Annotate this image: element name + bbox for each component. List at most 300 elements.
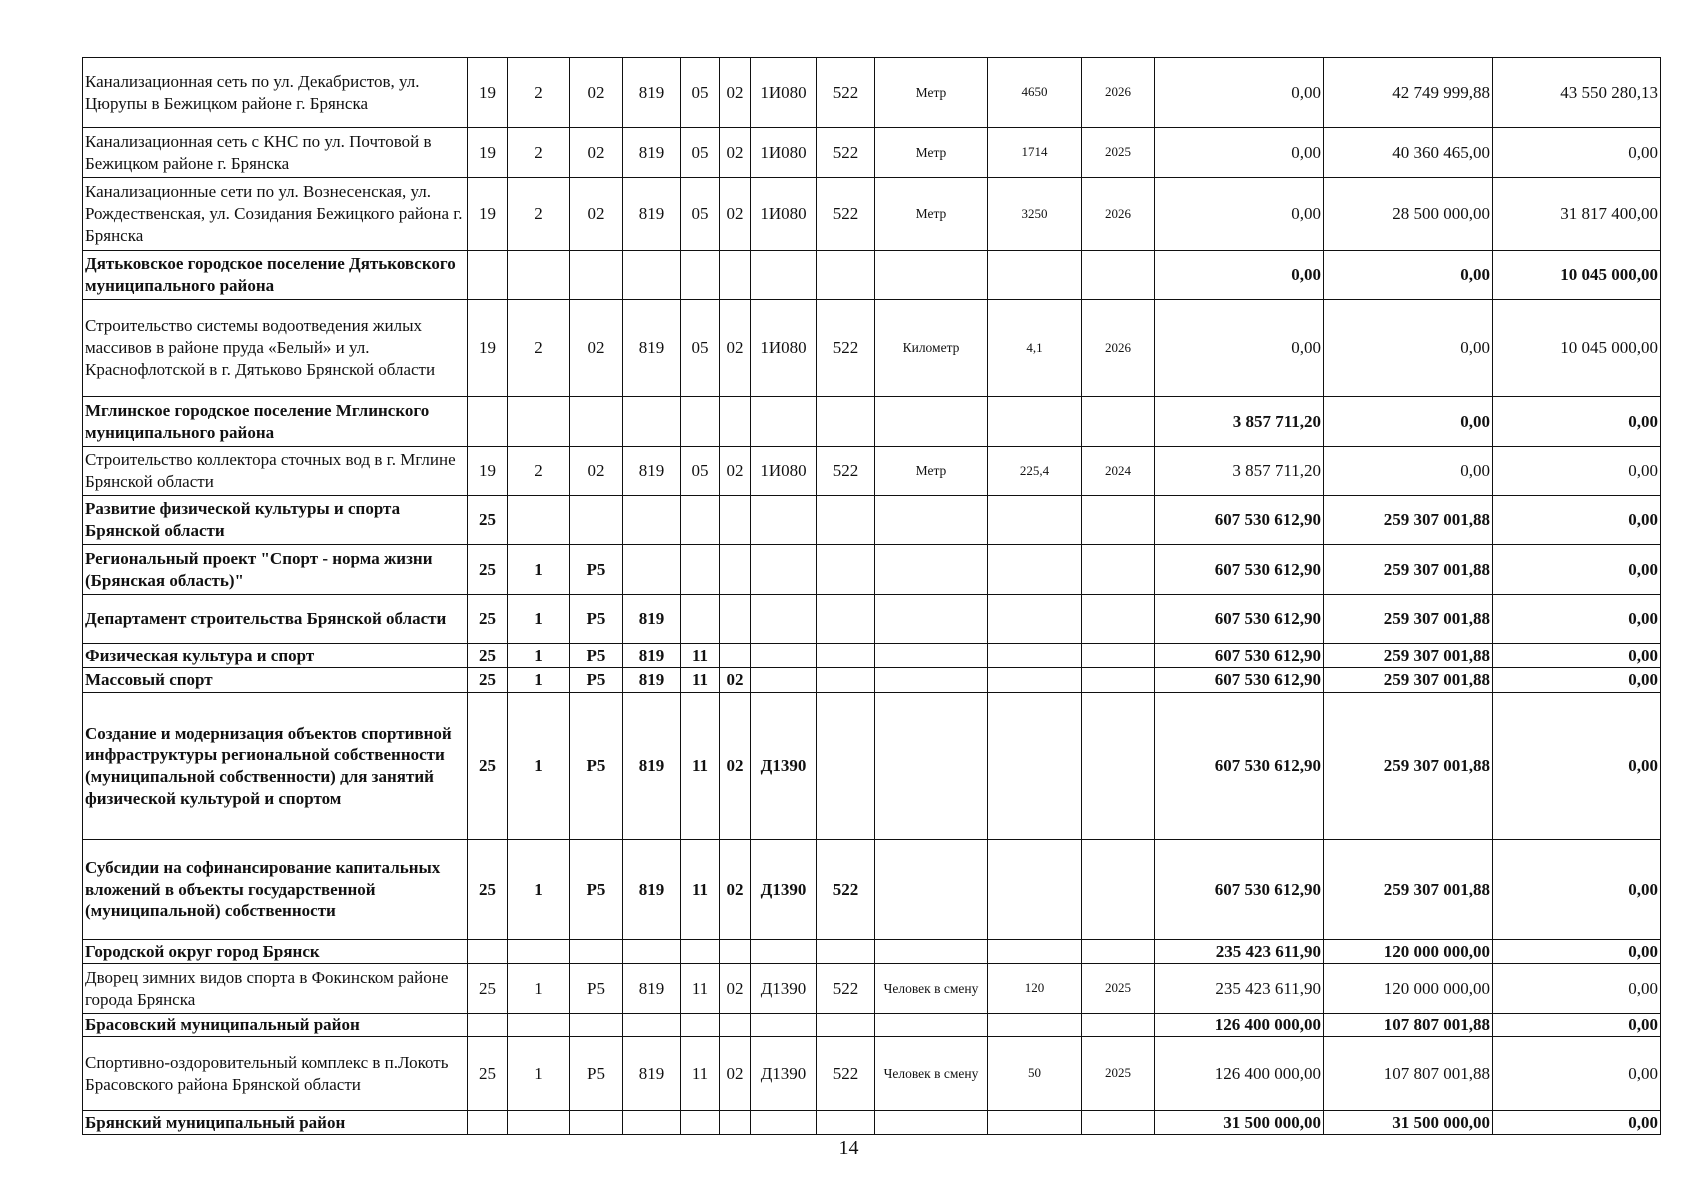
amount-year-2-cell: 0,00 [1324, 447, 1493, 496]
expense-type-code-cell [817, 693, 875, 840]
amount-year-3-cell: 0,00 [1493, 940, 1661, 964]
amount-year-2-cell: 259 307 001,88 [1324, 496, 1493, 545]
expense-type-code-cell: 522 [817, 1037, 875, 1111]
capacity-value-cell: 1714 [988, 128, 1082, 178]
subprogram-code-cell: 2 [508, 447, 570, 496]
completion-year-cell: 2024 [1082, 447, 1155, 496]
project-code-cell [570, 1111, 623, 1135]
subprogram-code-cell [508, 1014, 570, 1037]
subprogram-code-cell: 1 [508, 840, 570, 940]
completion-year-cell [1082, 545, 1155, 595]
chapter-code-cell: 11 [681, 693, 720, 840]
amount-year-2-cell: 120 000 000,00 [1324, 940, 1493, 964]
chapter-code-cell: 05 [681, 178, 720, 251]
row-name-cell: Дятьковское городское поселение Дятьковского муниципального района [83, 251, 468, 300]
chapter-code-cell [681, 251, 720, 300]
project-code-cell: 02 [570, 447, 623, 496]
section-code-cell: 25 [468, 496, 508, 545]
target-article-code-cell [751, 644, 817, 668]
department-code-cell: 819 [623, 178, 681, 251]
row-name-cell: Спортивно-оздоровительный комплекс в п.Локоть Брасовского района Брянской области [83, 1037, 468, 1111]
completion-year-cell [1082, 1111, 1155, 1135]
department-code-cell [623, 940, 681, 964]
section-code-cell: 19 [468, 178, 508, 251]
amount-year-1-cell: 3 857 711,20 [1155, 447, 1324, 496]
section-code-cell: 25 [468, 1037, 508, 1111]
completion-year-cell: 2025 [1082, 1037, 1155, 1111]
department-code-cell: 819 [623, 447, 681, 496]
department-code-cell [623, 1111, 681, 1135]
subprogram-code-cell [508, 397, 570, 447]
capacity-value-cell: 50 [988, 1037, 1082, 1111]
subchapter-code-cell [720, 1014, 751, 1037]
amount-year-2-cell: 259 307 001,88 [1324, 840, 1493, 940]
amount-year-1-cell: 0,00 [1155, 58, 1324, 128]
project-code-cell [570, 940, 623, 964]
completion-year-cell [1082, 668, 1155, 693]
amount-year-3-cell: 43 550 280,13 [1493, 58, 1661, 128]
row-name-cell: Создание и модернизация объектов спортивной инфраструктуры региональной собственности (муниципальной собственности) для занятий физической культурой и спортом [83, 693, 468, 840]
project-code-cell: Р5 [570, 964, 623, 1014]
amount-year-1-cell: 607 530 612,90 [1155, 545, 1324, 595]
amount-year-1-cell: 235 423 611,90 [1155, 940, 1324, 964]
project-code-cell: 02 [570, 58, 623, 128]
project-code-cell: Р5 [570, 668, 623, 693]
target-article-code-cell: 1И080 [751, 58, 817, 128]
amount-year-2-cell: 107 807 001,88 [1324, 1037, 1493, 1111]
amount-year-1-cell: 235 423 611,90 [1155, 964, 1324, 1014]
amount-year-3-cell: 0,00 [1493, 1014, 1661, 1037]
project-code-cell: Р5 [570, 840, 623, 940]
row-name-cell: Дворец зимних видов спорта в Фокинском районе города Брянска [83, 964, 468, 1014]
subchapter-code-cell: 02 [720, 668, 751, 693]
department-code-cell: 819 [623, 693, 681, 840]
chapter-code-cell: 11 [681, 840, 720, 940]
unit-of-measure-cell [875, 1014, 988, 1037]
expense-type-code-cell: 522 [817, 964, 875, 1014]
expense-type-code-cell: 522 [817, 447, 875, 496]
completion-year-cell [1082, 940, 1155, 964]
project-code-cell [570, 251, 623, 300]
completion-year-cell [1082, 693, 1155, 840]
capacity-value-cell: 120 [988, 964, 1082, 1014]
amount-year-3-cell: 0,00 [1493, 964, 1661, 1014]
completion-year-cell [1082, 251, 1155, 300]
chapter-code-cell [681, 1111, 720, 1135]
chapter-code-cell [681, 496, 720, 545]
capacity-value-cell [988, 397, 1082, 447]
amount-year-3-cell: 0,00 [1493, 840, 1661, 940]
row-name-cell: Субсидии на софинансирование капитальных вложений в объекты государственной (муниципальной) собственности [83, 840, 468, 940]
capacity-value-cell [988, 940, 1082, 964]
amount-year-3-cell: 0,00 [1493, 447, 1661, 496]
capacity-value-cell [988, 840, 1082, 940]
amount-year-3-cell: 0,00 [1493, 644, 1661, 668]
target-article-code-cell: Д1390 [751, 964, 817, 1014]
subprogram-code-cell: 1 [508, 545, 570, 595]
subprogram-code-cell: 2 [508, 300, 570, 397]
target-article-code-cell [751, 496, 817, 545]
target-article-code-cell [751, 251, 817, 300]
row-name-cell: Мглинское городское поселение Мглинского муниципального района [83, 397, 468, 447]
amount-year-3-cell: 0,00 [1493, 545, 1661, 595]
unit-of-measure-cell: Метр [875, 178, 988, 251]
amount-year-3-cell: 31 817 400,00 [1493, 178, 1661, 251]
subchapter-code-cell: 02 [720, 128, 751, 178]
amount-year-1-cell: 607 530 612,90 [1155, 840, 1324, 940]
capacity-value-cell [988, 1014, 1082, 1037]
target-article-code-cell [751, 1111, 817, 1135]
capacity-value-cell [988, 693, 1082, 840]
target-article-code-cell: 1И080 [751, 178, 817, 251]
project-code-cell: Р5 [570, 1037, 623, 1111]
target-article-code-cell: 1И080 [751, 447, 817, 496]
department-code-cell: 819 [623, 964, 681, 1014]
subprogram-code-cell: 1 [508, 1037, 570, 1111]
table-row [83, 595, 1661, 644]
subchapter-code-cell: 02 [720, 840, 751, 940]
subchapter-code-cell [720, 940, 751, 964]
target-article-code-cell: Д1390 [751, 693, 817, 840]
row-name-cell: Канализационная сеть по ул. Декабристов, ул. Цюрупы в Бежицком районе г. Брянска [83, 58, 468, 128]
table-row [83, 668, 1661, 693]
amount-year-2-cell: 42 749 999,88 [1324, 58, 1493, 128]
amount-year-3-cell: 0,00 [1493, 128, 1661, 178]
expense-type-code-cell: 522 [817, 840, 875, 940]
table-row [83, 496, 1661, 545]
department-code-cell: 819 [623, 668, 681, 693]
chapter-code-cell: 05 [681, 128, 720, 178]
unit-of-measure-cell: Человек в смену [875, 1037, 988, 1111]
completion-year-cell: 2026 [1082, 178, 1155, 251]
amount-year-1-cell: 607 530 612,90 [1155, 668, 1324, 693]
unit-of-measure-cell [875, 595, 988, 644]
capacity-value-cell: 3250 [988, 178, 1082, 251]
target-article-code-cell: Д1390 [751, 1037, 817, 1111]
section-code-cell: 19 [468, 447, 508, 496]
section-code-cell [468, 251, 508, 300]
section-code-cell [468, 940, 508, 964]
subprogram-code-cell: 1 [508, 964, 570, 1014]
subprogram-code-cell: 1 [508, 668, 570, 693]
amount-year-3-cell: 0,00 [1493, 397, 1661, 447]
amount-year-1-cell: 126 400 000,00 [1155, 1014, 1324, 1037]
department-code-cell: 819 [623, 58, 681, 128]
subchapter-code-cell: 02 [720, 693, 751, 840]
subchapter-code-cell [720, 644, 751, 668]
chapter-code-cell [681, 397, 720, 447]
amount-year-1-cell: 126 400 000,00 [1155, 1037, 1324, 1111]
amount-year-2-cell: 0,00 [1324, 397, 1493, 447]
subchapter-code-cell [720, 595, 751, 644]
completion-year-cell: 2025 [1082, 128, 1155, 178]
completion-year-cell [1082, 496, 1155, 545]
target-article-code-cell [751, 940, 817, 964]
row-name-cell: Брасовский муниципальный район [83, 1014, 468, 1037]
section-code-cell [468, 397, 508, 447]
amount-year-1-cell: 3 857 711,20 [1155, 397, 1324, 447]
subprogram-code-cell: 1 [508, 644, 570, 668]
chapter-code-cell: 11 [681, 668, 720, 693]
target-article-code-cell [751, 545, 817, 595]
subprogram-code-cell: 1 [508, 595, 570, 644]
department-code-cell: 819 [623, 644, 681, 668]
project-code-cell [570, 397, 623, 447]
amount-year-3-cell: 10 045 000,00 [1493, 251, 1661, 300]
section-code-cell: 25 [468, 644, 508, 668]
target-article-code-cell: Д1390 [751, 840, 817, 940]
completion-year-cell [1082, 644, 1155, 668]
amount-year-3-cell: 0,00 [1493, 668, 1661, 693]
table-row [83, 1037, 1661, 1111]
amount-year-3-cell: 0,00 [1493, 1037, 1661, 1111]
capacity-value-cell [988, 595, 1082, 644]
row-name-cell: Физическая культура и спорт [83, 644, 468, 668]
subchapter-code-cell [720, 545, 751, 595]
department-code-cell: 819 [623, 300, 681, 397]
project-code-cell: 02 [570, 128, 623, 178]
expense-type-code-cell [817, 644, 875, 668]
capacity-value-cell: 4,1 [988, 300, 1082, 397]
amount-year-1-cell: 0,00 [1155, 300, 1324, 397]
amount-year-2-cell: 28 500 000,00 [1324, 178, 1493, 251]
capacity-value-cell [988, 1111, 1082, 1135]
section-code-cell: 19 [468, 300, 508, 397]
row-name-cell: Массовый спорт [83, 668, 468, 693]
table-row [83, 1014, 1661, 1037]
expense-type-code-cell [817, 1014, 875, 1037]
completion-year-cell: 2026 [1082, 58, 1155, 128]
section-code-cell: 25 [468, 693, 508, 840]
completion-year-cell [1082, 595, 1155, 644]
amount-year-2-cell: 0,00 [1324, 251, 1493, 300]
subprogram-code-cell [508, 1111, 570, 1135]
amount-year-1-cell: 0,00 [1155, 178, 1324, 251]
capacity-value-cell: 4650 [988, 58, 1082, 128]
unit-of-measure-cell [875, 545, 988, 595]
capacity-value-cell [988, 545, 1082, 595]
table-row [83, 128, 1661, 178]
subchapter-code-cell: 02 [720, 1037, 751, 1111]
subchapter-code-cell: 02 [720, 964, 751, 1014]
section-code-cell: 25 [468, 668, 508, 693]
subprogram-code-cell [508, 940, 570, 964]
expense-type-code-cell [817, 595, 875, 644]
subprogram-code-cell [508, 251, 570, 300]
subchapter-code-cell: 02 [720, 300, 751, 397]
department-code-cell: 819 [623, 1037, 681, 1111]
unit-of-measure-cell [875, 397, 988, 447]
target-article-code-cell [751, 668, 817, 693]
expense-type-code-cell: 522 [817, 178, 875, 251]
amount-year-3-cell: 0,00 [1493, 595, 1661, 644]
unit-of-measure-cell: Метр [875, 447, 988, 496]
chapter-code-cell: 05 [681, 300, 720, 397]
unit-of-measure-cell: Метр [875, 58, 988, 128]
capacity-value-cell [988, 496, 1082, 545]
expense-type-code-cell [817, 1111, 875, 1135]
table-row [83, 840, 1661, 940]
chapter-code-cell: 05 [681, 447, 720, 496]
subchapter-code-cell [720, 397, 751, 447]
amount-year-3-cell: 0,00 [1493, 1111, 1661, 1135]
amount-year-3-cell: 10 045 000,00 [1493, 300, 1661, 397]
unit-of-measure-cell [875, 1111, 988, 1135]
amount-year-1-cell: 31 500 000,00 [1155, 1111, 1324, 1135]
expense-type-code-cell [817, 668, 875, 693]
chapter-code-cell [681, 940, 720, 964]
row-name-cell: Развитие физической культуры и спорта Брянской области [83, 496, 468, 545]
project-code-cell [570, 496, 623, 545]
table-row [83, 447, 1661, 496]
section-code-cell: 25 [468, 595, 508, 644]
chapter-code-cell: 11 [681, 964, 720, 1014]
expense-type-code-cell [817, 940, 875, 964]
subchapter-code-cell [720, 1111, 751, 1135]
budget-table [82, 57, 1661, 1135]
section-code-cell [468, 1111, 508, 1135]
target-article-code-cell [751, 595, 817, 644]
expense-type-code-cell: 522 [817, 300, 875, 397]
project-code-cell: 02 [570, 300, 623, 397]
table-row [83, 545, 1661, 595]
table-row [83, 178, 1661, 251]
expense-type-code-cell: 522 [817, 128, 875, 178]
row-name-cell: Строительство коллектора сточных вод в г. Мглине Брянской области [83, 447, 468, 496]
table-row [83, 397, 1661, 447]
amount-year-1-cell: 607 530 612,90 [1155, 595, 1324, 644]
department-code-cell [623, 496, 681, 545]
expense-type-code-cell [817, 545, 875, 595]
unit-of-measure-cell [875, 940, 988, 964]
row-name-cell: Брянский муниципальный район [83, 1111, 468, 1135]
section-code-cell: 19 [468, 128, 508, 178]
amount-year-1-cell: 607 530 612,90 [1155, 644, 1324, 668]
row-name-cell: Канализационная сеть с КНС по ул. Почтовой в Бежицком районе г. Брянска [83, 128, 468, 178]
table-row [83, 693, 1661, 840]
project-code-cell: 02 [570, 178, 623, 251]
unit-of-measure-cell [875, 693, 988, 840]
capacity-value-cell: 225,4 [988, 447, 1082, 496]
amount-year-1-cell: 607 530 612,90 [1155, 693, 1324, 840]
project-code-cell: Р5 [570, 644, 623, 668]
subchapter-code-cell: 02 [720, 178, 751, 251]
project-code-cell: Р5 [570, 595, 623, 644]
amount-year-2-cell: 259 307 001,88 [1324, 545, 1493, 595]
department-code-cell: 819 [623, 128, 681, 178]
chapter-code-cell [681, 545, 720, 595]
subchapter-code-cell: 02 [720, 447, 751, 496]
unit-of-measure-cell [875, 251, 988, 300]
row-name-cell: Департамент строительства Брянской области [83, 595, 468, 644]
row-name-cell: Региональный проект "Спорт - норма жизни (Брянская область)" [83, 545, 468, 595]
chapter-code-cell: 05 [681, 58, 720, 128]
table-row [83, 251, 1661, 300]
row-name-cell: Канализационные сети по ул. Вознесенская, ул. Рождественская, ул. Созидания Бежицкого района г. Брянска [83, 178, 468, 251]
department-code-cell [623, 251, 681, 300]
completion-year-cell: 2025 [1082, 964, 1155, 1014]
unit-of-measure-cell [875, 644, 988, 668]
amount-year-2-cell: 259 307 001,88 [1324, 595, 1493, 644]
amount-year-2-cell: 31 500 000,00 [1324, 1111, 1493, 1135]
department-code-cell [623, 545, 681, 595]
amount-year-1-cell: 0,00 [1155, 128, 1324, 178]
expense-type-code-cell: 522 [817, 58, 875, 128]
table-row [83, 644, 1661, 668]
amount-year-3-cell: 0,00 [1493, 496, 1661, 545]
unit-of-measure-cell [875, 668, 988, 693]
target-article-code-cell: 1И080 [751, 300, 817, 397]
unit-of-measure-cell: Метр [875, 128, 988, 178]
row-name-cell: Городской округ город Брянск [83, 940, 468, 964]
department-code-cell [623, 1014, 681, 1037]
chapter-code-cell [681, 1014, 720, 1037]
amount-year-2-cell: 40 360 465,00 [1324, 128, 1493, 178]
section-code-cell: 25 [468, 545, 508, 595]
expense-type-code-cell [817, 496, 875, 545]
project-code-cell: Р5 [570, 693, 623, 840]
project-code-cell [570, 1014, 623, 1037]
department-code-cell: 819 [623, 840, 681, 940]
chapter-code-cell: 11 [681, 1037, 720, 1111]
table-body [83, 58, 1661, 1135]
table-row [83, 300, 1661, 397]
table-row [83, 1111, 1661, 1135]
subprogram-code-cell: 1 [508, 693, 570, 840]
capacity-value-cell [988, 251, 1082, 300]
section-code-cell: 19 [468, 58, 508, 128]
table-row [83, 940, 1661, 964]
completion-year-cell [1082, 397, 1155, 447]
capacity-value-cell [988, 668, 1082, 693]
subprogram-code-cell: 2 [508, 178, 570, 251]
amount-year-2-cell: 120 000 000,00 [1324, 964, 1493, 1014]
expense-type-code-cell [817, 397, 875, 447]
amount-year-2-cell: 259 307 001,88 [1324, 644, 1493, 668]
chapter-code-cell [681, 595, 720, 644]
expense-type-code-cell [817, 251, 875, 300]
chapter-code-cell: 11 [681, 644, 720, 668]
target-article-code-cell [751, 1014, 817, 1037]
amount-year-1-cell: 607 530 612,90 [1155, 496, 1324, 545]
completion-year-cell: 2026 [1082, 300, 1155, 397]
unit-of-measure-cell [875, 496, 988, 545]
page-number: 14 [838, 1137, 859, 1159]
amount-year-2-cell: 107 807 001,88 [1324, 1014, 1493, 1037]
amount-year-2-cell: 0,00 [1324, 300, 1493, 397]
unit-of-measure-cell [875, 840, 988, 940]
amount-year-1-cell: 0,00 [1155, 251, 1324, 300]
section-code-cell [468, 1014, 508, 1037]
subprogram-code-cell: 2 [508, 128, 570, 178]
table-row [83, 964, 1661, 1014]
completion-year-cell [1082, 1014, 1155, 1037]
row-name-cell: Строительство системы водоотведения жилых массивов в районе пруда «Белый» и ул. Краснофлотской в г. Дятьково Брянской области [83, 300, 468, 397]
section-code-cell: 25 [468, 840, 508, 940]
section-code-cell: 25 [468, 964, 508, 1014]
department-code-cell: 819 [623, 595, 681, 644]
department-code-cell [623, 397, 681, 447]
subprogram-code-cell [508, 496, 570, 545]
subprogram-code-cell: 2 [508, 58, 570, 128]
amount-year-2-cell: 259 307 001,88 [1324, 693, 1493, 840]
table-row [83, 58, 1661, 128]
target-article-code-cell [751, 397, 817, 447]
completion-year-cell [1082, 840, 1155, 940]
unit-of-measure-cell: Человек в смену [875, 964, 988, 1014]
subchapter-code-cell: 02 [720, 58, 751, 128]
subchapter-code-cell [720, 496, 751, 545]
